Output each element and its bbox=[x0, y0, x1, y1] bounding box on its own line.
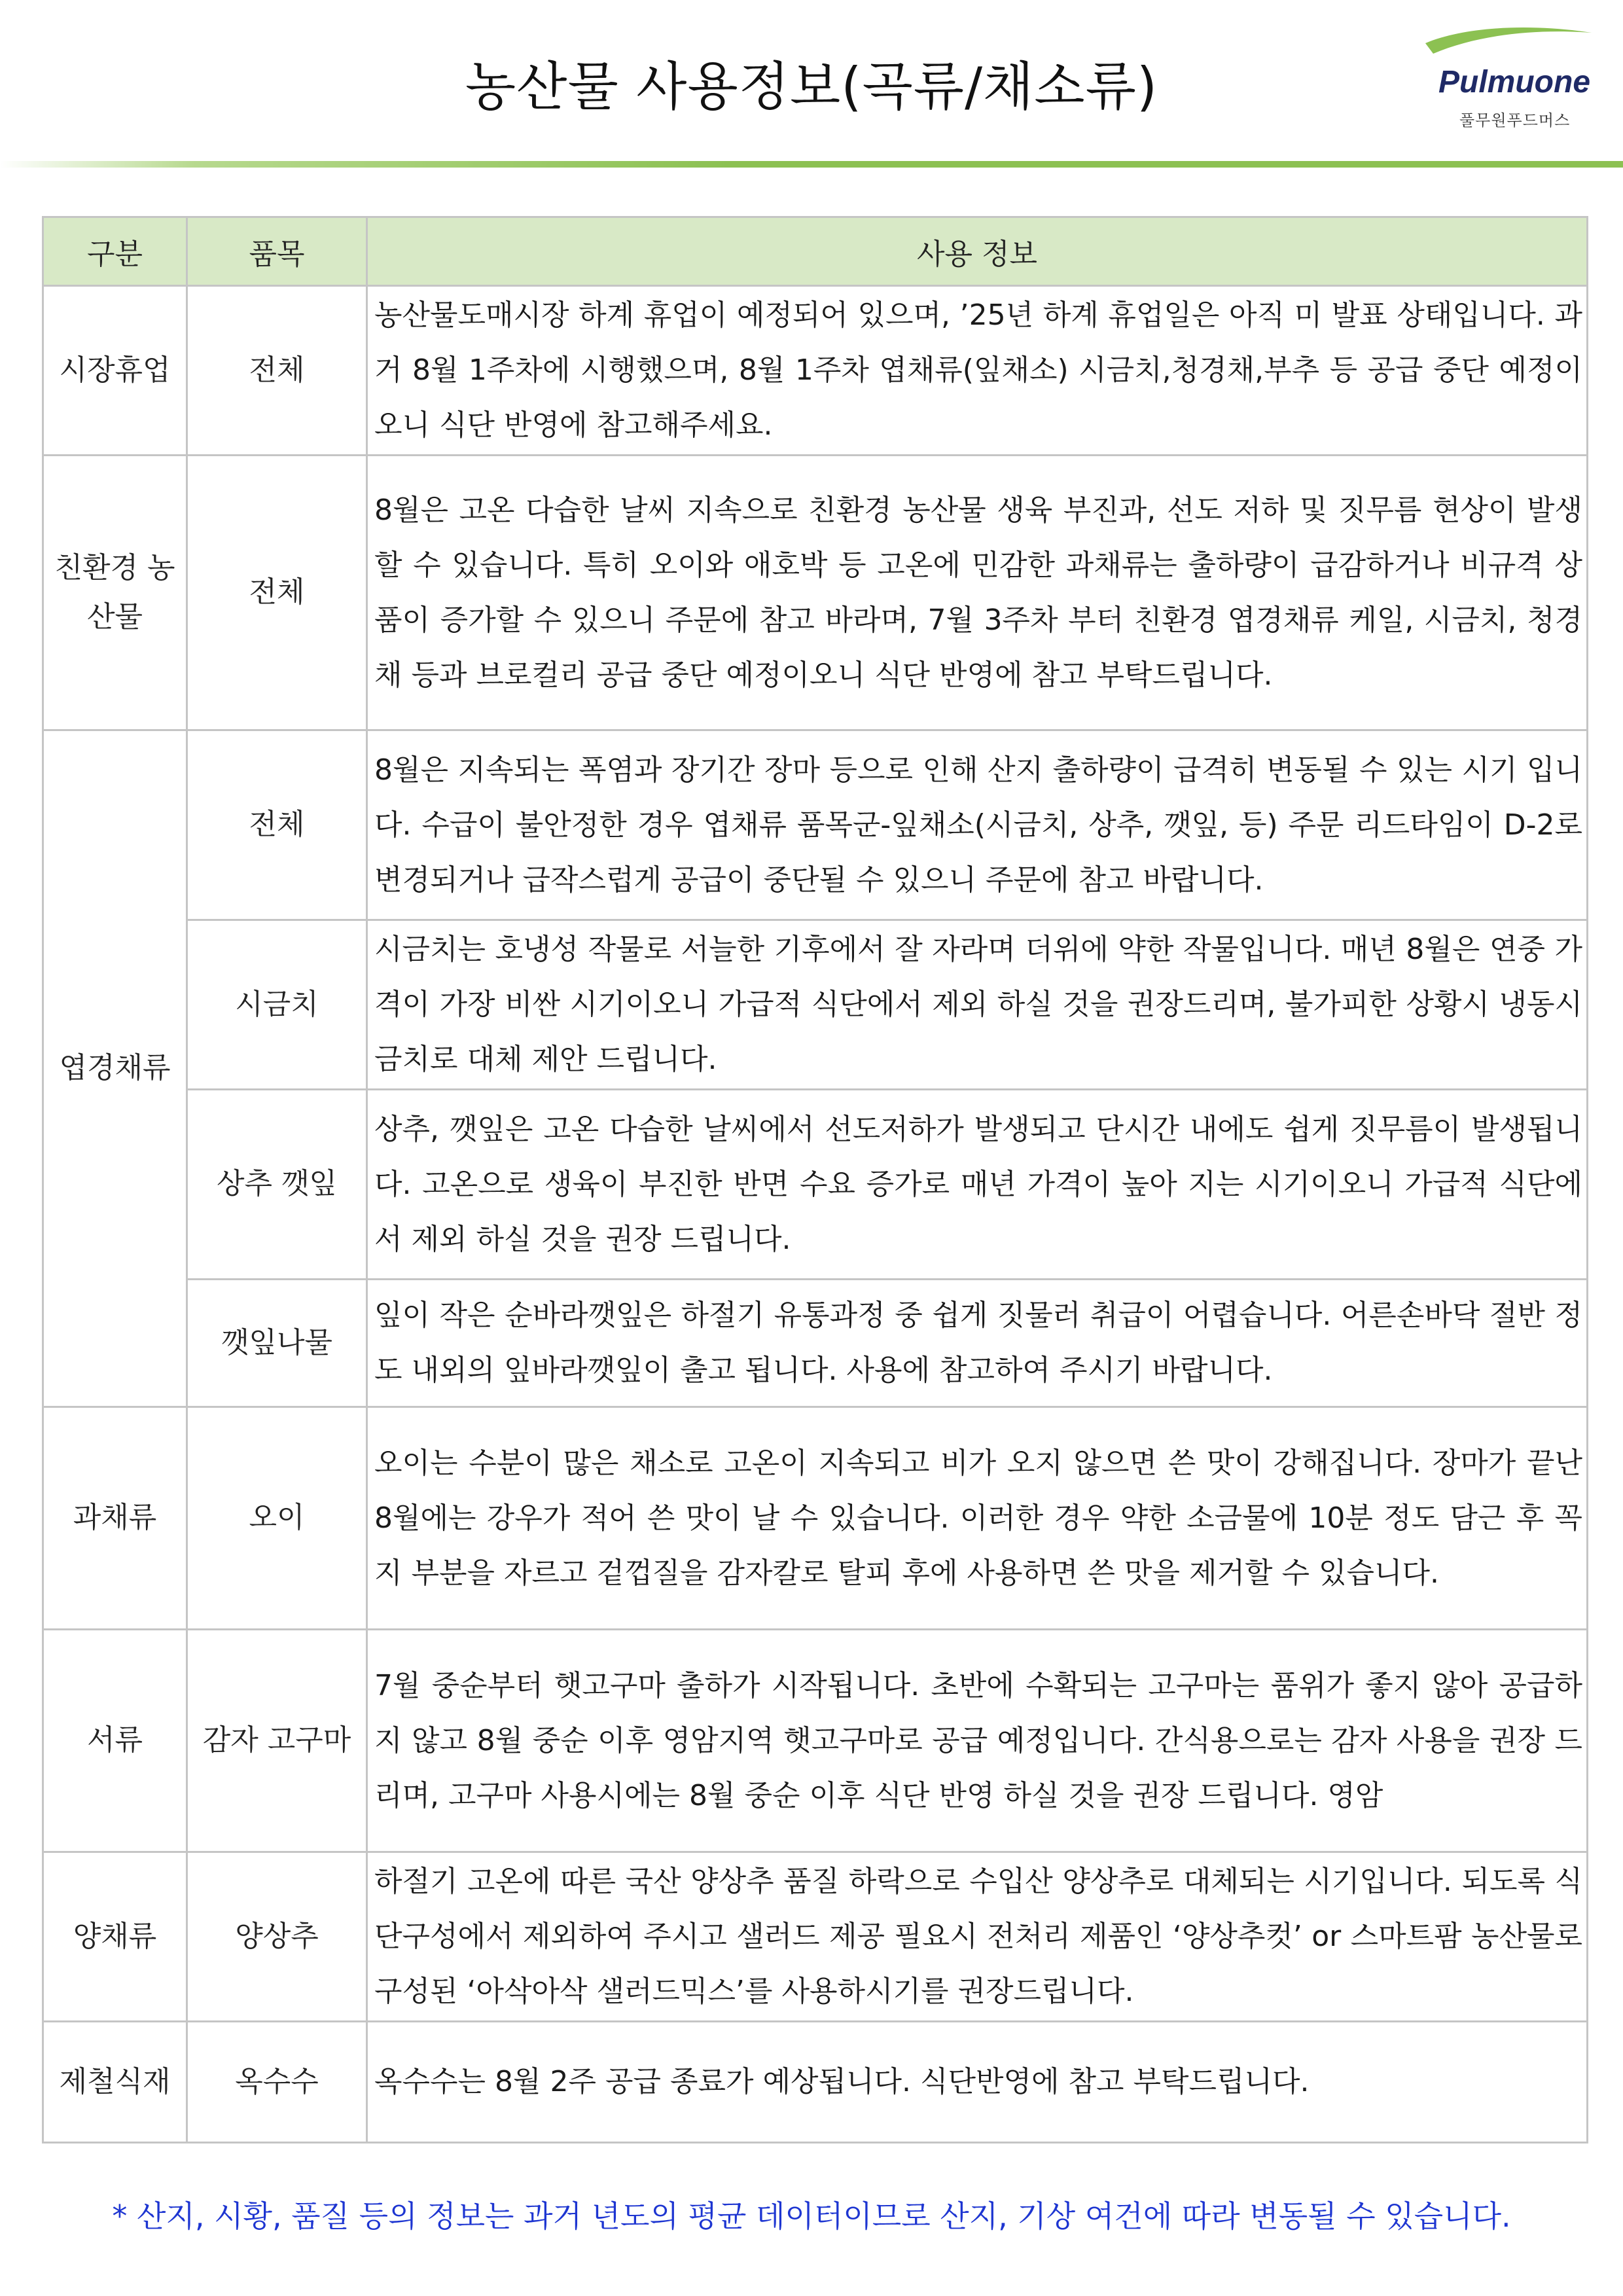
logo-wordmark: Pulmuone bbox=[1438, 65, 1591, 99]
info-cell: 7월 중순부터 햇고구마 출하가 시작됩니다. 초반에 수확되는 고구마는 품위가 좋지 않아 공급하지 않고 8월 중순 이후 영암지역 햇고구마로 공급 예정입니다. 간식용으로는 감자 사용을 권장 드리며, 고구마 사용시에는 8월 중순 이후 식단 반영 하실 것을 권장 드립니다. 영암 bbox=[367, 1630, 1588, 1852]
item-cell: 전체 bbox=[187, 286, 367, 456]
info-cell: 8월은 지속되는 폭염과 장기간 장마 등으로 인해 산지 출하량이 급격히 변동될 수 있는 시기 입니다. 수급이 불안정한 경우 엽채류 품목군-잎채소(시금치, 상추, 깻잎, 등) 주문 리드타임이 D-2로 변경되거나 급작스럽게 공급이 중단될 수 있으니 주문에 참고 바랍니다. bbox=[367, 730, 1588, 920]
info-cell: 상추, 깻잎은 고온 다습한 날씨에서 선도저하가 발생되고 단시간 내에도 쉽게 짓무름이 발생됩니다. 고온으로 생육이 부진한 반면 수요 증가로 매년 가격이 높아 지는 시기이오니 가급적 식단에서 제외 하실 것을 권장 드립니다. bbox=[367, 1090, 1588, 1280]
table-row bbox=[43, 1852, 1588, 2022]
info-cell: 오이는 수분이 많은 채소로 고온이 지속되고 비가 오지 않으면 쓴 맛이 강해집니다. 장마가 끝난 8월에는 강우가 적어 쓴 맛이 날 수 있습니다. 이러한 경우 약한 소금물에 10분 정도 담근 후 꼭지 부분을 자르고 겉껍질을 감자칼로 탈피 후에 사용하면 쓴 맛을 제거할 수 있습니다. bbox=[367, 1407, 1588, 1630]
info-table bbox=[42, 216, 1588, 2144]
table-row bbox=[43, 2022, 1588, 2143]
info-cell: 농산물도매시장 하계 휴업이 예정되어 있으며, ’25년 하계 휴업일은 아직 미 발표 상태입니다. 과거 8월 1주차에 시행했으며, 8월 1주차 엽채류(잎채소) 시금치,청경채,부추 등 공급 중단 예정이오니 식단 반영에 참고해주세요. bbox=[367, 286, 1588, 456]
table-row bbox=[43, 920, 1588, 1090]
item-cell: 전체 bbox=[187, 456, 367, 730]
info-cell: 시금치는 호냉성 작물로 서늘한 기후에서 잘 자라며 더위에 약한 작물입니다. 매년 8월은 연중 가격이 가장 비싼 시기이오니 가급적 식단에서 제외 하실 것을 권장드리며, 불가피한 상황시 냉동시금치로 대체 제안 드립니다. bbox=[367, 920, 1588, 1090]
item-cell: 깻잎나물 bbox=[187, 1280, 367, 1407]
item-cell: 시금치 bbox=[187, 920, 367, 1090]
table-row bbox=[43, 456, 1588, 730]
table-row bbox=[43, 1407, 1588, 1630]
table-row bbox=[43, 1630, 1588, 1852]
category-cell: 제철식재 bbox=[43, 2022, 187, 2143]
item-cell: 옥수수 bbox=[187, 2022, 367, 2143]
table-row bbox=[43, 286, 1588, 456]
info-cell: 8월은 고온 다습한 날씨 지속으로 친환경 농산물 생육 부진과, 선도 저하 및 짓무름 현상이 발생할 수 있습니다. 특히 오이와 애호박 등 고온에 민감한 과채류는 출하량이 급감하거나 비규격 상품이 증가할 수 있으니 주문에 참고 바라며, 7월 3주차 부터 친환경 엽경채류 케일, 시금치, 청경채 등과 브로컬리 공급 중단 예정이오니 식단 반영에 참고 부탁드립니다. bbox=[367, 456, 1588, 730]
column-header-category: 구분 bbox=[43, 217, 187, 286]
info-cell: 잎이 작은 순바라깻잎은 하절기 유통과정 중 쉽게 짓물러 취급이 어렵습니다. 어른손바닥 절반 정도 내외의 잎바라깻잎이 출고 됩니다. 사용에 참고하여 주시기 바랍니다. bbox=[367, 1280, 1588, 1407]
pulmuone-logo bbox=[1420, 24, 1597, 128]
table-row bbox=[43, 1090, 1588, 1280]
category-cell: 양채류 bbox=[43, 1852, 187, 2022]
table-header-row bbox=[43, 217, 1588, 286]
item-cell: 오이 bbox=[187, 1407, 367, 1630]
category-cell: 엽경채류 bbox=[43, 730, 187, 1407]
category-cell: 친환경 농산물 bbox=[43, 456, 187, 730]
table-row bbox=[43, 1280, 1588, 1407]
category-cell: 과채류 bbox=[43, 1407, 187, 1630]
item-cell: 전체 bbox=[187, 730, 367, 920]
item-cell: 양상추 bbox=[187, 1852, 367, 2022]
logo-swoosh-icon bbox=[1420, 24, 1597, 69]
page-title: 농산물 사용정보(곡류/채소류) bbox=[465, 56, 1158, 117]
column-header-item: 품목 bbox=[187, 217, 367, 286]
category-cell: 서류 bbox=[43, 1630, 187, 1852]
column-header-info: 사용 정보 bbox=[367, 217, 1588, 286]
table-row bbox=[43, 730, 1588, 920]
logo-subtitle: 풀무원푸드머스 bbox=[1459, 111, 1571, 130]
info-cell: 하절기 고온에 따른 국산 양상추 품질 하락으로 수입산 양상추로 대체되는 시기입니다. 되도록 식단구성에서 제외하여 주시고 샐러드 제공 필요시 전처리 제품인 ‘양상추컷’ or 스마트팜 농산물로 구성된 ‘아삭아삭 샐러드믹스’를 사용하시기를 권장드립니다. bbox=[367, 1852, 1588, 2022]
footnote: * 산지, 시황, 품질 등의 정보는 과거 년도의 평균 데이터이므로 산지, 기상 여건에 따라 변동될 수 있습니다. bbox=[112, 2198, 1511, 2234]
item-cell: 상추 깻잎 bbox=[187, 1090, 367, 1280]
title-divider bbox=[0, 161, 1623, 168]
info-cell: 옥수수는 8월 2주 공급 종료가 예상됩니다. 식단반영에 참고 부탁드립니다. bbox=[367, 2022, 1588, 2143]
item-cell: 감자 고구마 bbox=[187, 1630, 367, 1852]
category-cell: 시장휴업 bbox=[43, 286, 187, 456]
